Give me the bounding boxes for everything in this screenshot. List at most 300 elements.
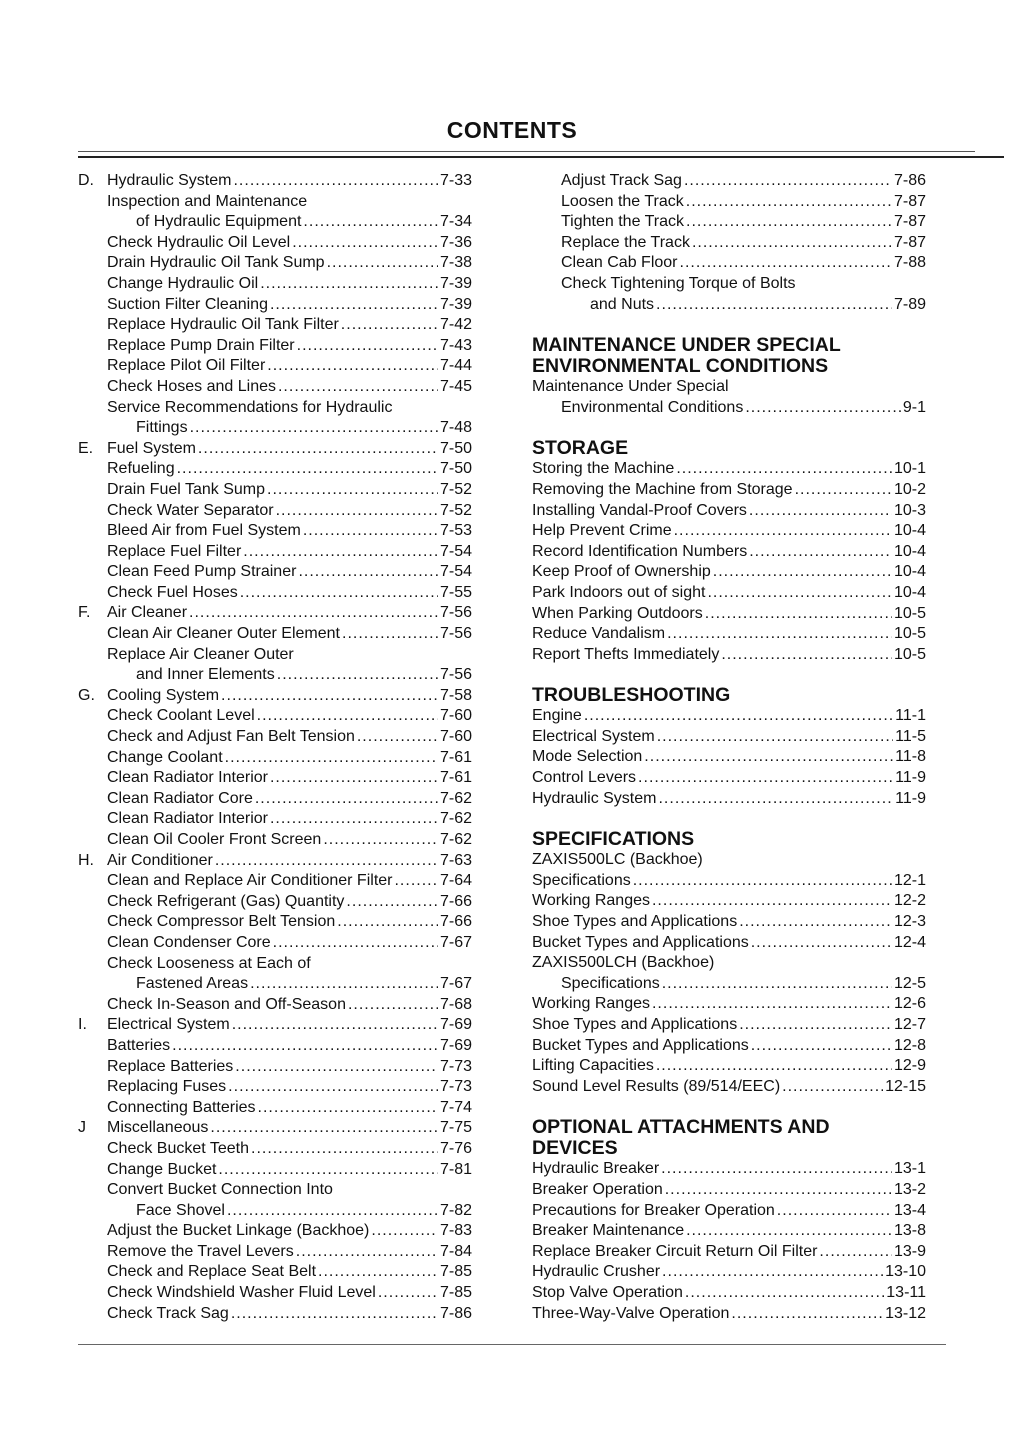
toc-page-number: 13-4 (893, 1201, 926, 1219)
toc-entry[interactable] (532, 1180, 926, 1201)
toc-entry-title: Check Hydraulic Oil Level (107, 233, 291, 251)
toc-entry-title: Working Ranges (532, 892, 650, 910)
toc-dot-leader (342, 624, 438, 645)
toc-page-number: 13-11 (886, 1283, 926, 1301)
toc-entry[interactable] (78, 336, 472, 357)
toc-entry[interactable] (78, 377, 472, 398)
toc-entry[interactable] (78, 398, 472, 419)
toc-entry[interactable] (78, 830, 472, 851)
toc-entry[interactable] (532, 480, 926, 501)
toc-entry-title: Clean Radiator Interior (107, 810, 268, 828)
toc-section-heading[interactable]: OPTIONAL ATTACHMENTS AND DEVICES (532, 1116, 830, 1160)
toc-entry[interactable] (532, 542, 926, 563)
toc-entry-title: Tighten the Track (561, 213, 685, 231)
toc-entry[interactable] (78, 1077, 472, 1098)
toc-entry-title: Check Windshield Washer Fluid Level (107, 1284, 376, 1302)
toc-entry[interactable] (532, 233, 926, 254)
toc-entry[interactable] (532, 1201, 926, 1222)
toc-entry-title: Face Shovel (136, 1201, 225, 1219)
toc-entry[interactable] (532, 994, 926, 1015)
toc-entry[interactable] (78, 851, 472, 872)
toc-entry[interactable] (532, 583, 926, 604)
toc-entry[interactable] (532, 1242, 926, 1263)
toc-entry-title: Specifications (561, 974, 660, 992)
toc-entry[interactable] (78, 1036, 472, 1057)
toc-entry[interactable] (78, 665, 472, 686)
toc-section-heading[interactable]: STORAGE (532, 437, 629, 460)
toc-entry-title: Bucket Types and Applications (532, 1036, 749, 1054)
toc-entry-title: Check Tightening Torque of Bolts (561, 274, 796, 292)
toc-dot-leader (297, 336, 438, 357)
toc-page-number: 7-87 (893, 233, 926, 251)
toc-entry[interactable] (532, 706, 926, 727)
toc-entry-title: Loosen the Track (561, 192, 684, 210)
toc-dot-leader (240, 583, 438, 604)
toc-entry-title: Refueling (107, 460, 175, 478)
toc-entry[interactable] (532, 1304, 926, 1325)
toc-dot-leader (692, 233, 892, 254)
toc-entry[interactable] (532, 912, 926, 933)
toc-entry[interactable] (78, 933, 472, 954)
toc-page-number: 11-8 (895, 748, 926, 766)
toc-dot-leader (638, 768, 893, 789)
toc-page-number: 10-4 (893, 563, 926, 581)
toc-dot-leader (257, 706, 438, 727)
toc-entry[interactable] (78, 501, 472, 522)
toc-entry-title: Replace the Track (561, 233, 690, 251)
toc-page-number: 10-5 (893, 625, 926, 643)
toc-entry[interactable] (532, 953, 926, 974)
toc-page-number: 11-9 (895, 789, 926, 807)
toc-dot-leader (177, 459, 438, 480)
toc-section-heading[interactable]: SPECIFICATIONS (532, 828, 695, 851)
toc-entry[interactable] (532, 1262, 926, 1283)
toc-entry-title: Replace Pump Drain Filter (107, 336, 295, 354)
toc-entry-title: Drain Fuel Tank Sump (107, 480, 265, 498)
toc-entry-title: Specifications (532, 871, 631, 889)
toc-dot-leader (713, 562, 892, 583)
toc-dot-leader (749, 501, 892, 522)
toc-entry-title: Check In-Season and Off-Season (107, 995, 346, 1013)
toc-page-number: 11-9 (895, 769, 926, 787)
toc-page-number: 7-52 (439, 501, 472, 519)
toc-entry[interactable] (532, 974, 926, 995)
toc-dot-leader (267, 480, 438, 501)
toc-dot-leader (270, 809, 438, 830)
toc-entry[interactable] (78, 871, 472, 892)
toc-entry[interactable] (78, 315, 472, 336)
toc-page-number: 10-2 (893, 480, 926, 498)
toc-page-number: 7-86 (439, 1304, 472, 1322)
toc-dot-leader (674, 521, 892, 542)
toc-dot-leader (782, 1077, 883, 1098)
toc-dot-leader (198, 439, 438, 460)
toc-page-number: 7-39 (439, 274, 472, 292)
toc-dot-leader (243, 542, 438, 563)
toc-entry-title: Environmental Conditions (561, 398, 744, 416)
toc-dot-leader (235, 1057, 438, 1078)
toc-entry-title: Fittings (136, 419, 188, 437)
toc-dot-leader (277, 665, 438, 686)
toc-entry-title: Shoe Types and Applications (532, 913, 738, 931)
toc-page-number: 7-69 (439, 1036, 472, 1054)
toc-entry[interactable] (78, 480, 472, 501)
toc-entry-title: Check and Replace Seat Belt (107, 1263, 317, 1281)
toc-entry-title: Control Levers (532, 769, 637, 787)
toc-page-number: 7-55 (439, 583, 472, 601)
toc-entry[interactable] (532, 274, 926, 295)
toc-dot-leader (686, 1221, 892, 1242)
toc-page-number: 13-1 (893, 1160, 926, 1178)
toc-entry[interactable] (532, 1159, 926, 1180)
toc-entry-title: Lifting Capacities (532, 1057, 654, 1075)
toc-entry[interactable] (78, 1139, 472, 1160)
toc-entry[interactable] (78, 645, 472, 666)
toc-page-number: 12-3 (893, 913, 926, 931)
toc-entry[interactable] (78, 521, 472, 542)
toc-dot-leader (189, 603, 438, 624)
toc-entry[interactable] (78, 1242, 472, 1263)
toc-entry[interactable] (78, 1221, 472, 1242)
toc-entry-title: Clean Radiator Core (107, 789, 253, 807)
toc-entry-title: ZAXIS500LCH (Backhoe) (532, 954, 715, 972)
toc-entry-title: Service Recommendations for Hydraulic (107, 398, 393, 416)
toc-dot-leader (233, 171, 437, 192)
toc-page-number: 7-39 (439, 295, 472, 313)
toc-dot-leader (676, 459, 892, 480)
toc-entry[interactable] (78, 912, 472, 933)
toc-page-number: 7-87 (893, 192, 926, 210)
toc-entry-title: Suction Filter Cleaning (107, 295, 268, 313)
toc-dot-leader (221, 686, 438, 707)
toc-entry[interactable] (532, 398, 926, 419)
toc-entry[interactable] (78, 212, 472, 233)
toc-entry[interactable] (78, 562, 472, 583)
toc-entry[interactable] (78, 1118, 472, 1139)
toc-dot-leader (749, 542, 892, 563)
toc-page-number: 10-4 (893, 522, 926, 540)
toc-page-number: 7-44 (439, 357, 472, 375)
toc-page-number: 7-38 (439, 254, 472, 272)
toc-dot-leader (341, 315, 438, 336)
toc-dot-leader (739, 912, 892, 933)
toc-page-number: 7-58 (439, 686, 472, 704)
toc-entry[interactable] (532, 501, 926, 522)
toc-entry[interactable] (78, 974, 472, 995)
toc-page-number: 10-3 (893, 501, 926, 519)
toc-entry-title: and Inner Elements (136, 666, 275, 684)
toc-page-number: 10-1 (893, 460, 926, 478)
toc-entry[interactable] (78, 1160, 472, 1181)
toc-entry-title: Shoe Types and Applications (532, 1016, 738, 1033)
toc-page-number: 11-1 (895, 707, 926, 725)
toc-page-number: 7-67 (439, 975, 472, 993)
toc-entry-title: Check Water Separator (107, 501, 274, 519)
toc-page-number: 13-2 (893, 1180, 926, 1198)
toc-entry[interactable] (78, 995, 472, 1016)
toc-page-number: 7-42 (439, 316, 472, 334)
toc-section-letter: H. (78, 851, 94, 869)
toc-entry-title: Check and Adjust Fan Belt Tension (107, 728, 355, 746)
toc-entry[interactable] (532, 624, 926, 645)
toc-entry-title: Record Identification Numbers (532, 542, 748, 560)
toc-entry-title: Replace Breaker Circuit Return Oil Filter (532, 1242, 818, 1260)
toc-entry[interactable] (78, 192, 472, 213)
toc-section-heading[interactable]: TROUBLESHOOTING (532, 684, 731, 707)
toc-entry[interactable] (532, 253, 926, 274)
toc-entry[interactable] (532, 171, 926, 192)
toc-page-number: 7-54 (439, 563, 472, 581)
toc-page-number: 7-61 (439, 769, 472, 787)
toc-page-number: 7-84 (439, 1242, 472, 1260)
toc-entry-title: Replacing Fuses (107, 1078, 227, 1096)
toc-entry-title: Change Coolant (107, 748, 223, 766)
toc-page-number: 7-76 (439, 1139, 472, 1157)
toc-page-number: 7-62 (439, 810, 472, 828)
toc-entry[interactable] (532, 1283, 926, 1304)
toc-entry-title: of Hydraulic Equipment (136, 213, 302, 231)
toc-page-number: 7-73 (439, 1057, 472, 1075)
toc-page-number: 7-56 (439, 604, 472, 622)
toc-dot-leader (210, 1118, 438, 1139)
toc-page-number: 7-87 (893, 213, 926, 231)
toc-entry-title: ZAXIS500LC (Backhoe) (532, 851, 703, 869)
toc-page-number: 7-68 (439, 995, 472, 1013)
toc-entry[interactable] (532, 1056, 926, 1077)
toc-page-number: 12-5 (893, 974, 926, 992)
toc-dot-leader (684, 171, 892, 192)
toc-entry-title: Replace Hydraulic Oil Tank Filter (107, 316, 339, 334)
toc-dot-leader (250, 974, 438, 995)
toc-entry[interactable] (78, 706, 472, 727)
toc-entry-title: Breaker Maintenance (532, 1222, 685, 1240)
toc-dot-leader (172, 1036, 438, 1057)
toc-dot-leader (337, 912, 438, 933)
toc-page-number: 10-4 (893, 542, 926, 560)
toc-entry[interactable] (78, 171, 472, 192)
toc-entry[interactable] (532, 933, 926, 954)
toc-entry-title: Reduce Vandalism (532, 625, 666, 643)
toc-entry-title: Hydraulic System (107, 172, 232, 189)
toc-page-number: 12-7 (893, 1016, 926, 1033)
toc-entry-title: Check Fuel Hoses (107, 583, 238, 601)
toc-page-number: 12-2 (893, 892, 926, 910)
toc-entry[interactable] (532, 727, 926, 748)
toc-entry[interactable] (532, 562, 926, 583)
toc-entry-title: Convert Bucket Connection Into (107, 1181, 333, 1199)
toc-entry[interactable] (78, 624, 472, 645)
toc-entry-title: Clean Oil Cooler Front Screen (107, 831, 322, 848)
toc-entry-title: Replace Pilot Oil Filter (107, 357, 266, 375)
toc-dot-leader (667, 624, 892, 645)
toc-dot-leader (258, 1098, 438, 1119)
toc-entry[interactable] (532, 1036, 926, 1057)
toc-dot-leader (303, 212, 438, 233)
toc-entry-title: Sound Level Results (89/514/EEC) (532, 1077, 781, 1095)
toc-entry[interactable] (78, 768, 472, 789)
toc-entry[interactable] (532, 871, 926, 892)
toc-entry[interactable] (78, 1015, 472, 1036)
toc-entry[interactable] (532, 645, 926, 666)
toc-entry[interactable] (78, 274, 472, 295)
toc-page-number: 7-62 (439, 831, 472, 848)
toc-entry-title: Removing the Machine from Storage (532, 480, 793, 498)
toc-entry-title: Remove the Travel Levers (107, 1242, 294, 1260)
toc-dot-leader (745, 398, 901, 419)
toc-dot-leader (751, 933, 892, 954)
toc-dot-leader (731, 1304, 883, 1325)
toc-dot-leader (298, 562, 438, 583)
toc-entry[interactable] (532, 192, 926, 213)
toc-entry-title: Help Prevent Crime (532, 522, 672, 540)
toc-entry-title: Keep Proof of Ownership (532, 563, 711, 581)
toc-dot-leader (270, 768, 438, 789)
toc-dot-leader (227, 1201, 438, 1222)
toc-dot-leader (662, 1262, 883, 1283)
toc-entry[interactable] (78, 686, 472, 707)
toc-page-number: 10-4 (893, 583, 926, 601)
toc-entry[interactable] (78, 583, 472, 604)
toc-dot-leader (652, 891, 892, 912)
toc-entry[interactable] (532, 459, 926, 480)
toc-page-number: 7-82 (439, 1201, 472, 1219)
toc-entry-title: Fastened Areas (136, 975, 249, 993)
toc-page-number: 10-5 (893, 645, 926, 663)
toc-dot-leader (231, 1304, 438, 1325)
toc-page-number: 12-1 (893, 871, 926, 889)
toc-dot-leader (346, 892, 438, 913)
toc-dot-leader (348, 995, 438, 1016)
toc-page-number: 7-64 (439, 872, 472, 890)
toc-entry-title: Change Hydraulic Oil (107, 274, 259, 292)
toc-entry-title: Storing the Machine (532, 460, 675, 478)
toc-entry-title: Clean and Replace Air Conditioner Filter (107, 872, 393, 890)
toc-page-number: 11-5 (895, 727, 926, 745)
toc-entry[interactable] (78, 954, 472, 975)
toc-entry-title: Working Ranges (532, 995, 650, 1013)
toc-entry[interactable] (78, 1098, 472, 1119)
toc-entry[interactable] (78, 253, 472, 274)
toc-entry[interactable] (532, 295, 926, 316)
toc-entry[interactable] (78, 542, 472, 563)
toc-entry-title: and Nuts (590, 295, 655, 313)
toc-entry[interactable] (532, 747, 926, 768)
toc-entry-title: Hydraulic Breaker (532, 1160, 660, 1178)
toc-page-number: 10-5 (893, 604, 926, 622)
toc-entry[interactable] (78, 439, 472, 460)
toc-page-number: 7-56 (439, 625, 472, 643)
toc-entry[interactable] (532, 1015, 926, 1036)
toc-page-number: 7-85 (439, 1263, 472, 1281)
toc-dot-leader (721, 645, 892, 666)
toc-page-number: 7-60 (439, 728, 472, 746)
toc-entry[interactable] (532, 768, 926, 789)
toc-entry-title: Installing Vandal-Proof Covers (532, 501, 747, 519)
toc-entry[interactable] (78, 233, 472, 254)
toc-entry-title: Replace Batteries (107, 1057, 234, 1075)
toc-entry[interactable] (78, 1304, 472, 1325)
toc-entry[interactable] (78, 459, 472, 480)
toc-dot-leader (394, 871, 437, 892)
toc-entry-title: Breaker Operation (532, 1180, 663, 1198)
toc-entry[interactable] (78, 1262, 472, 1283)
toc-page-number: 13-9 (893, 1242, 926, 1260)
toc-page-number: 7-48 (439, 419, 472, 437)
toc-entry[interactable] (78, 418, 472, 439)
toc-page-number: 7-43 (439, 336, 472, 354)
toc-entry-title: Electrical System (532, 727, 655, 745)
toc-entry[interactable] (532, 604, 926, 625)
toc-entry[interactable] (532, 891, 926, 912)
toc-page-number: 13-12 (885, 1304, 926, 1322)
toc-entry[interactable] (532, 377, 926, 398)
toc-page-number: 7-62 (439, 789, 472, 807)
toc-dot-leader (371, 1221, 438, 1242)
toc-page-number: 7-66 (439, 913, 472, 931)
toc-entry[interactable] (532, 1077, 926, 1098)
toc-dot-leader (584, 706, 893, 727)
toc-entry[interactable] (78, 1283, 472, 1304)
toc-entry[interactable] (78, 295, 472, 316)
toc-dot-leader (686, 212, 892, 233)
toc-entry-title: When Parking Outdoors (532, 604, 703, 622)
toc-dot-leader (652, 994, 892, 1015)
toc-entry-title: Replace Fuel Filter (107, 542, 242, 560)
toc-page-number: 13-8 (893, 1222, 926, 1240)
toc-entry[interactable] (532, 212, 926, 233)
toc-dot-leader (276, 501, 438, 522)
toc-entry-title: Bleed Air from Fuel System (107, 522, 301, 540)
toc-entry[interactable] (78, 1057, 472, 1078)
toc-entry[interactable] (78, 892, 472, 913)
toc-page-number: 7-54 (439, 542, 472, 560)
toc-entry-title: Check Bucket Teeth (107, 1139, 250, 1157)
toc-entry-title: Replace Air Cleaner Outer (107, 645, 294, 663)
toc-entry[interactable] (532, 789, 926, 810)
toc-page-number: 13-10 (885, 1263, 926, 1281)
toc-entry[interactable] (78, 748, 472, 769)
toc-entry-title: Hydraulic Crusher (532, 1263, 661, 1281)
page-title: CONTENTS (446, 117, 578, 143)
toc-entry[interactable] (78, 1201, 472, 1222)
toc-entry-title: Air Cleaner (107, 604, 188, 622)
toc-dot-leader (323, 830, 438, 851)
toc-page-number: 7-85 (439, 1284, 472, 1302)
toc-section-heading[interactable]: MAINTENANCE UNDER SPECIAL ENVIRONMENTAL CONDITIONS (532, 334, 841, 378)
toc-entry-title: Clean Air Cleaner Outer Element (107, 625, 340, 643)
toc-entry[interactable] (78, 727, 472, 748)
toc-entry[interactable] (78, 1180, 472, 1201)
toc-entry[interactable] (532, 521, 926, 542)
toc-page-number: 7-86 (893, 172, 926, 189)
toc-entry-title: Check Hoses and Lines (107, 377, 276, 395)
toc-page-number: 7-50 (439, 460, 472, 478)
left-toc-column (78, 171, 472, 1324)
toc-entry[interactable] (532, 850, 926, 871)
toc-entry[interactable] (78, 356, 472, 377)
toc-entry[interactable] (78, 789, 472, 810)
toc-entry-title: Precautions for Breaker Operation (532, 1201, 775, 1219)
toc-page-number: 7-45 (439, 377, 472, 395)
toc-page-number: 9-1 (902, 398, 926, 416)
toc-entry[interactable] (78, 603, 472, 624)
toc-entry[interactable] (532, 1221, 926, 1242)
toc-entry[interactable] (78, 809, 472, 830)
toc-entry-title: Clean Condenser Core (107, 933, 271, 951)
toc-dot-leader (255, 789, 438, 810)
toc-dot-leader (270, 295, 438, 316)
toc-dot-leader (327, 253, 438, 274)
